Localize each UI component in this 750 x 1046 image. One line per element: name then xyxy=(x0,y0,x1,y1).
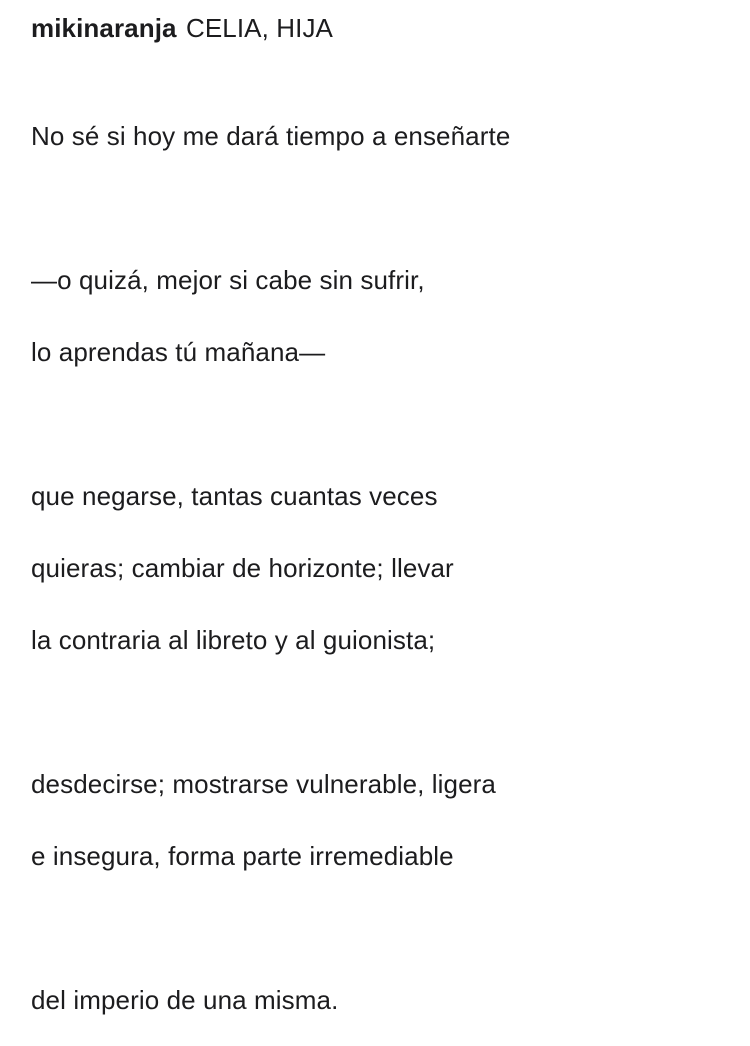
caption-header xyxy=(31,10,333,46)
poem-line: lo aprendas tú mañana— xyxy=(31,337,326,367)
poem-line: e insegura, forma parte irremediable xyxy=(31,841,454,871)
poem-line: del imperio de una misma. xyxy=(31,985,339,1015)
username-link[interactable]: mikinaranja xyxy=(31,13,177,43)
poem-line: que negarse, tantas cuantas veces xyxy=(31,481,438,511)
poem-line: —o quizá, mejor si cabe sin sufrir, xyxy=(31,265,425,295)
poem-line: desdecirse; mostrarse vulnerable, ligera xyxy=(31,769,496,799)
poem-line: No sé si hoy me dará tiempo a enseñarte xyxy=(31,121,511,151)
poem-line: la contraria al libreto y al guionista; xyxy=(31,625,436,655)
poem-title: CELIA, HIJA xyxy=(185,13,333,43)
poem-line: quieras; cambiar de horizonte; llevar xyxy=(31,553,454,583)
